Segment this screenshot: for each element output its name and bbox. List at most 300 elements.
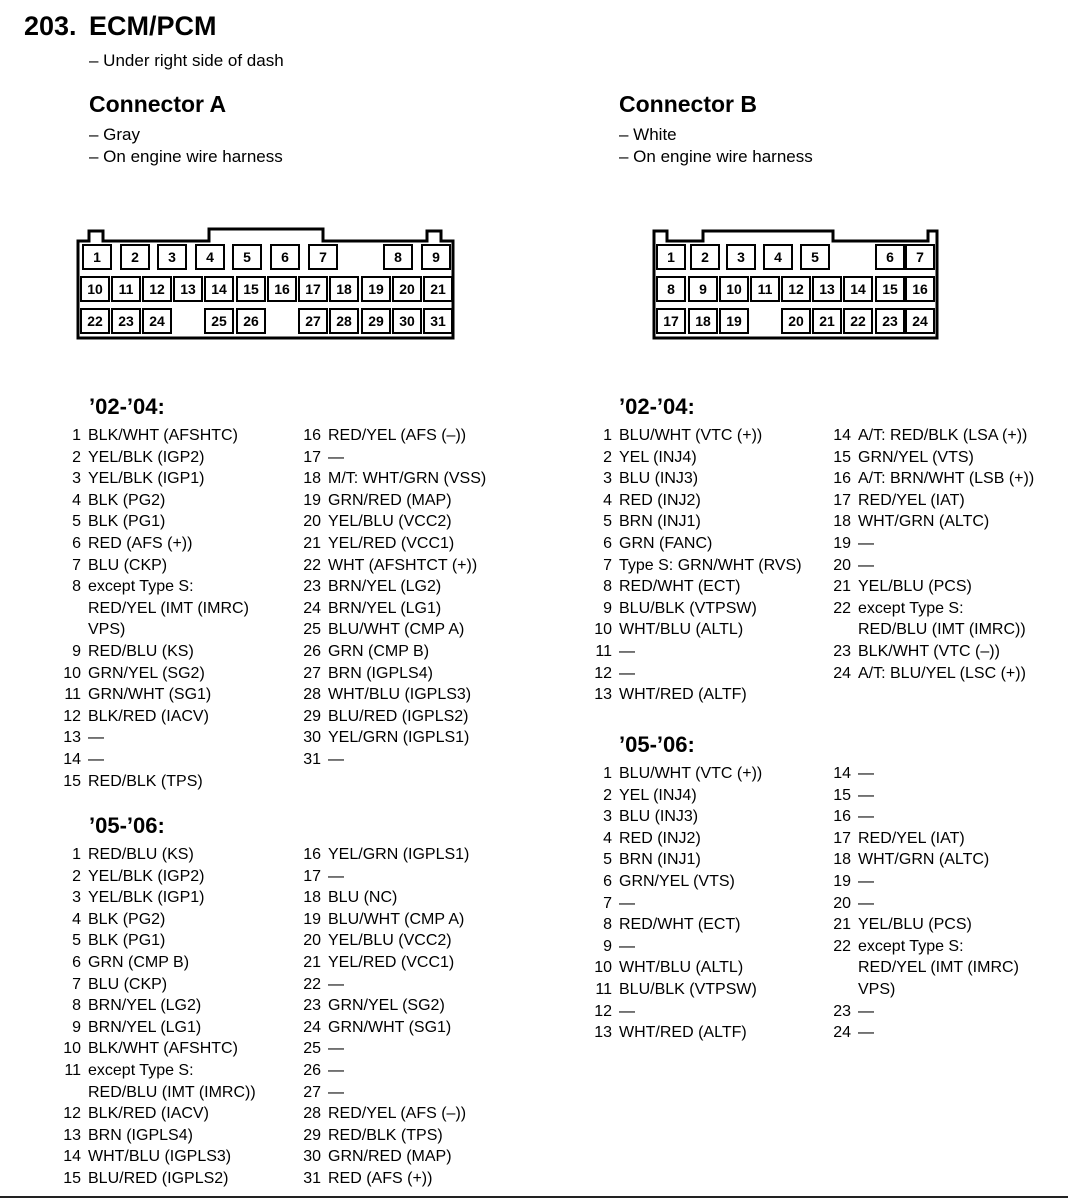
pin-entry — [589, 914, 762, 936]
pin-number: 21 — [833, 916, 851, 934]
pin-description: except Type S: — [88, 1061, 194, 1079]
connector-b-note-harness: – On engine wire harness — [619, 147, 813, 166]
pin-description: — — [858, 1024, 874, 1042]
pin-description: GRN/YEL (VTS) — [858, 448, 974, 466]
pin-description: GRN/RED (MAP) — [328, 1148, 452, 1166]
pin-number: 2 — [72, 448, 81, 466]
pin-number: 23 — [833, 1002, 851, 1020]
pin-number: 6 — [72, 534, 81, 552]
pin-description: — — [328, 867, 344, 885]
pin-description: RED/YEL (AFS (–)) — [328, 1105, 467, 1123]
pin-description: A/T: BLU/YEL (LSC (+)) — [858, 664, 1026, 682]
pin-number: 15 — [833, 786, 851, 804]
pin-description: — — [619, 894, 635, 912]
pin-description: BRN/YEL (LG2) — [328, 578, 442, 596]
pin-entry — [589, 490, 802, 512]
pin-entry — [298, 468, 486, 490]
pin-number: 9 — [72, 1018, 81, 1036]
pin-entry — [589, 555, 802, 577]
pin-number: 14 — [63, 750, 81, 768]
pin-entry — [828, 468, 1034, 490]
connector-a-note-color: – Gray — [89, 125, 141, 144]
pin-description: BLU/RED (IGPLS2) — [88, 1169, 229, 1187]
pin-number: 3 — [603, 808, 612, 826]
pin-number: 10 — [63, 664, 81, 682]
pin-description: — — [619, 642, 635, 660]
pin-description: BRN/YEL (LG1) — [328, 599, 442, 617]
pin-description: RED (AFS (+)) — [328, 1169, 433, 1187]
pin-description: BRN (IGPLS4) — [88, 1126, 193, 1144]
pin-number: 6 — [603, 872, 612, 890]
pin-description: BLK (PG1) — [88, 513, 166, 531]
pin-number: 10 — [594, 621, 612, 639]
pin-description: YEL/BLU (VCC2) — [328, 932, 452, 950]
pin-cavity-label: 3 — [737, 249, 745, 265]
pin-cavity-label: 8 — [394, 249, 402, 265]
pin-number: 11 — [595, 980, 612, 998]
pin-description: BLU/BLK (VTPSW) — [619, 599, 757, 617]
connector-b-0506-pins-left — [589, 763, 762, 1044]
pin-entry — [589, 598, 802, 620]
pin-number: 20 — [833, 556, 851, 574]
pin-number: 8 — [72, 578, 81, 596]
pin-entry — [298, 598, 486, 620]
pin-description: YEL/BLU (PCS) — [858, 916, 972, 934]
pin-entry — [828, 576, 1034, 598]
pin-number: 9 — [603, 937, 612, 955]
pin-description: — — [858, 808, 874, 826]
pin-cavity-label: 4 — [206, 249, 214, 265]
pin-number: 2 — [603, 448, 612, 466]
pin-number: 1 — [603, 427, 612, 444]
pin-entry — [58, 909, 256, 931]
pin-description: — — [858, 872, 874, 890]
pin-number: 31 — [303, 1169, 321, 1187]
pin-entry — [589, 1022, 762, 1044]
pin-cavity-label: 23 — [118, 313, 134, 329]
pin-number: 30 — [303, 1148, 321, 1166]
pin-entry — [58, 1060, 256, 1082]
pin-cavity-label: 22 — [850, 313, 866, 329]
pin-description: WHT/BLU (ALTL) — [619, 621, 744, 639]
pin-description: M/T: WHT/GRN (VSS) — [328, 470, 487, 488]
pin-description: YEL/BLU (VCC2) — [328, 513, 452, 531]
pin-number: 5 — [603, 513, 612, 531]
pin-number: 24 — [303, 1018, 321, 1036]
pin-description: — — [858, 786, 874, 804]
pin-description: BLU (NC) — [328, 889, 398, 907]
pin-entry — [58, 727, 249, 749]
pin-number: 23 — [833, 642, 851, 660]
pin-description: VPS) — [88, 621, 126, 639]
pin-description: — — [619, 937, 635, 955]
connector-b-note-color: – White — [619, 125, 677, 144]
pin-number: 19 — [833, 534, 851, 552]
pin-entry — [828, 828, 1019, 850]
pin-number: 24 — [303, 599, 321, 617]
pin-cavity-label: 12 — [149, 281, 165, 297]
pin-entry — [298, 844, 469, 866]
pin-description: BLU/WHT (VTC (+)) — [619, 765, 763, 782]
pin-description: — — [619, 664, 635, 682]
pin-number: 12 — [63, 707, 81, 725]
pin-description: — — [328, 448, 344, 466]
pin-description: GRN (CMP B) — [328, 642, 430, 660]
pin-description: RED/YEL (IAT) — [858, 491, 965, 509]
pin-cavity-label: 13 — [819, 281, 835, 297]
pin-number: 17 — [833, 491, 851, 509]
pin-entry — [589, 425, 802, 447]
pin-number: 7 — [603, 894, 612, 912]
pin-number: 16 — [833, 470, 851, 488]
pin-entry — [58, 866, 256, 888]
pin-description: RED/BLU (KS) — [88, 846, 194, 863]
pin-number: 9 — [72, 642, 81, 660]
pin-entry — [58, 974, 256, 996]
pin-description: GRN/WHT (SG1) — [328, 1018, 452, 1036]
pin-number: 16 — [833, 808, 851, 826]
pin-number: 9 — [603, 599, 612, 617]
pin-entry — [589, 641, 802, 663]
connector-a-0506-pins-right — [298, 844, 469, 1190]
pin-cavity-label: 14 — [850, 281, 866, 297]
pin-number: 17 — [303, 867, 321, 885]
pin-entry — [828, 598, 1034, 620]
pin-cavity-label: 8 — [667, 281, 675, 297]
pin-description: — — [328, 1083, 344, 1101]
pin-entry — [58, 511, 249, 533]
pin-entry — [298, 974, 469, 996]
pin-description: YEL/BLK (IGP2) — [88, 448, 205, 466]
pin-entry — [298, 684, 486, 706]
pin-cavity-label: 17 — [305, 281, 321, 297]
pin-entry — [828, 871, 1019, 893]
pin-description: Type S: GRN/WHT (RVS) — [619, 556, 802, 574]
pin-entry — [58, 844, 256, 866]
pin-description: YEL/GRN (IGPLS1) — [328, 846, 470, 863]
pin-number: 19 — [303, 491, 321, 509]
pin-cavity-label: 18 — [336, 281, 352, 297]
pin-description: BLU/BLK (VTPSW) — [619, 980, 757, 998]
pin-entry — [589, 533, 802, 555]
pin-number: 12 — [594, 1002, 612, 1020]
pin-entry — [58, 1168, 256, 1190]
pin-description: A/T: BRN/WHT (LSB (+)) — [858, 470, 1035, 488]
pin-number: 19 — [833, 872, 851, 890]
pin-cavity-label: 14 — [211, 281, 227, 297]
pin-description: BLK (PG1) — [88, 932, 166, 950]
pin-description: RED/WHT (ECT) — [619, 916, 741, 934]
pin-cavity-label: 16 — [912, 281, 928, 297]
pin-number: 27 — [303, 1083, 321, 1101]
pin-number: 20 — [303, 513, 321, 531]
pin-entry — [828, 1022, 1019, 1044]
pin-entry — [589, 619, 802, 641]
pin-number: 5 — [603, 851, 612, 869]
pin-entry — [58, 1103, 256, 1125]
pin-entry — [589, 447, 802, 469]
pin-number: 28 — [303, 686, 321, 704]
pin-entry — [589, 511, 802, 533]
pin-entry — [298, 1060, 469, 1082]
pin-description: RED/BLK (TPS) — [88, 772, 203, 790]
pin-entry — [298, 619, 486, 641]
pin-description: WHT/GRN (ALTC) — [858, 851, 990, 869]
pin-cavity-label: 1 — [667, 249, 675, 265]
pin-entry — [298, 663, 486, 685]
pin-entry — [589, 871, 762, 893]
pin-number: 21 — [303, 534, 321, 552]
pin-description: GRN/YEL (SG2) — [88, 664, 205, 682]
pin-cavity-label: 9 — [699, 281, 707, 297]
pin-description: GRN/YEL (VTS) — [619, 872, 735, 890]
pin-description: except Type S: — [88, 578, 194, 596]
connector-a-0506-heading: ’05-’06: — [89, 813, 165, 838]
pin-description: — — [88, 729, 104, 747]
pin-cavity-label: 7 — [916, 249, 924, 265]
connector-a-0506-pins-left — [58, 844, 256, 1190]
pin-number: 14 — [833, 427, 851, 444]
pin-number: 7 — [72, 975, 81, 993]
pin-number: 2 — [72, 867, 81, 885]
connector-a-note-harness: – On engine wire harness — [89, 147, 283, 166]
pin-entry — [589, 763, 762, 785]
pin-number: 1 — [603, 765, 612, 782]
pin-number: 7 — [603, 556, 612, 574]
pin-entry — [298, 641, 486, 663]
pin-description: RED (INJ2) — [619, 491, 701, 509]
pin-entry — [58, 995, 256, 1017]
pin-entry — [58, 447, 249, 469]
pin-description: RED/BLU (IMT (IMRC)) — [88, 1083, 256, 1101]
pin-number: 27 — [303, 664, 321, 682]
pin-description: RED (INJ2) — [619, 829, 701, 847]
pin-entry — [828, 763, 1019, 785]
pin-number: 2 — [603, 786, 612, 804]
pin-cavity-label: 20 — [399, 281, 415, 297]
pin-description: RED/BLU (IMT (IMRC)) — [858, 621, 1026, 639]
pin-entry — [298, 1168, 469, 1190]
connector-b-0506-heading: ’05-’06: — [619, 732, 695, 757]
pin-number: 3 — [72, 889, 81, 907]
pin-cavity-label: 28 — [336, 313, 352, 329]
pin-entry — [828, 849, 1019, 871]
pin-description: — — [858, 534, 874, 552]
pin-description: WHT/BLU (IGPLS3) — [88, 1148, 232, 1166]
pin-entry — [58, 598, 249, 620]
pin-entry — [58, 887, 256, 909]
pin-entry — [589, 663, 802, 685]
pin-cavity-label: 23 — [882, 313, 898, 329]
pin-cavity-label: 13 — [180, 281, 196, 297]
pin-description: YEL/BLK (IGP1) — [88, 470, 205, 488]
pin-description: WHT/BLU (IGPLS3) — [328, 686, 472, 704]
pin-entry — [58, 533, 249, 555]
pin-cavity-label: 6 — [886, 249, 894, 265]
pin-description: YEL (INJ4) — [619, 448, 697, 466]
pin-number: 22 — [303, 556, 321, 574]
pin-entry — [589, 785, 762, 807]
pin-number: 7 — [72, 556, 81, 574]
pin-number: 6 — [72, 953, 81, 971]
connector-a-0204-pins-right — [298, 425, 486, 771]
pin-entry — [589, 576, 802, 598]
pin-entry — [298, 749, 486, 771]
pin-number: 24 — [833, 1024, 851, 1042]
pin-description: BLU/WHT (CMP A) — [328, 621, 465, 639]
pin-number: 8 — [603, 916, 612, 934]
pin-number: 26 — [303, 1061, 321, 1079]
pin-number: 3 — [72, 470, 81, 488]
pin-entry — [298, 1125, 469, 1147]
pin-description: YEL/RED (VCC1) — [328, 534, 455, 552]
pin-description: BLK/WHT (AFSHTC) — [88, 427, 238, 444]
pin-number: 15 — [63, 1169, 81, 1187]
pin-description: BRN/YEL (LG2) — [88, 997, 202, 1015]
pin-entry — [828, 490, 1034, 512]
pin-entry — [589, 893, 762, 915]
pin-description: BLK/RED (IACV) — [88, 1105, 209, 1123]
pin-description: BRN (INJ1) — [619, 851, 701, 869]
pin-number: 5 — [72, 932, 81, 950]
pin-entry — [298, 447, 486, 469]
pin-cavity-label: 11 — [118, 281, 134, 297]
pin-number: 4 — [72, 491, 81, 509]
pin-entry — [298, 425, 486, 447]
pin-number: 13 — [63, 1126, 81, 1144]
pin-description: RED/YEL (AFS (–)) — [328, 427, 467, 444]
pin-entry — [828, 914, 1019, 936]
connector-b-0204-heading: ’02-’04: — [619, 394, 695, 419]
pin-description: YEL/BLK (IGP2) — [88, 867, 205, 885]
pin-entry — [589, 849, 762, 871]
pin-description: RED (AFS (+)) — [88, 534, 193, 552]
pin-cavity-label: 16 — [274, 281, 290, 297]
pin-cavity-label: 17 — [663, 313, 679, 329]
pin-entry — [58, 771, 249, 793]
pin-entry — [298, 887, 469, 909]
pin-description: RED/WHT (ECT) — [619, 578, 741, 596]
pin-number: 16 — [303, 846, 321, 863]
pin-number: 10 — [63, 1040, 81, 1058]
pin-entry — [298, 511, 486, 533]
pin-entry — [589, 806, 762, 828]
pin-description: except Type S: — [858, 937, 964, 955]
pin-cavity-label: 24 — [912, 313, 928, 329]
pin-number: 17 — [303, 448, 321, 466]
pin-entry — [828, 1001, 1019, 1023]
pin-entry — [298, 1082, 469, 1104]
pin-entry — [58, 619, 249, 641]
pin-number: 18 — [303, 470, 321, 488]
pin-cavity-label: 1 — [93, 249, 101, 265]
pin-number: 15 — [63, 772, 81, 790]
pin-entry — [589, 1001, 762, 1023]
pin-description: WHT/GRN (ALTC) — [858, 513, 990, 531]
pin-entry — [828, 555, 1034, 577]
page-title: ECM/PCM — [89, 11, 217, 41]
pin-description: BLU/WHT (CMP A) — [328, 910, 465, 928]
pin-entry — [589, 684, 802, 706]
pin-number: 26 — [303, 642, 321, 660]
pin-entry — [298, 909, 469, 931]
pin-description: RED/BLK (TPS) — [328, 1126, 443, 1144]
pin-number: 4 — [603, 829, 612, 847]
pin-description: GRN/RED (MAP) — [328, 491, 452, 509]
pin-cavity-label: 7 — [319, 249, 327, 265]
pin-number: 17 — [833, 829, 851, 847]
pin-number: 14 — [63, 1148, 81, 1166]
pin-number: 5 — [72, 513, 81, 531]
pin-number: 8 — [72, 997, 81, 1015]
pin-description: YEL/RED (VCC1) — [328, 953, 455, 971]
connector-b-0506-pins-right — [828, 763, 1019, 1044]
pin-entry — [298, 995, 469, 1017]
pin-cavity-label: 21 — [430, 281, 446, 297]
pin-number: 18 — [833, 513, 851, 531]
pin-description: BLU (CKP) — [88, 975, 168, 993]
pin-description: BRN (INJ1) — [619, 513, 701, 531]
pin-description: GRN (CMP B) — [88, 953, 190, 971]
pin-entry — [298, 576, 486, 598]
pin-cavity-label: 18 — [695, 313, 711, 329]
pin-description: BRN/YEL (LG1) — [88, 1018, 202, 1036]
pin-cavity-label: 11 — [757, 281, 773, 297]
pin-cavity-label: 10 — [726, 281, 742, 297]
pin-cavity-label: 6 — [281, 249, 289, 265]
pin-description: GRN (FANC) — [619, 534, 713, 552]
pin-number: 8 — [603, 578, 612, 596]
pin-entry — [58, 490, 249, 512]
pin-entry — [828, 425, 1034, 447]
pin-entry — [58, 1017, 256, 1039]
pin-description: BLK/WHT (AFSHTC) — [88, 1040, 238, 1058]
pin-entry — [298, 1103, 469, 1125]
pin-entry — [58, 1082, 256, 1104]
section-number: 203. — [24, 11, 77, 41]
pin-description: RED/BLU (KS) — [88, 642, 194, 660]
pin-description: RED/YEL (IAT) — [858, 829, 965, 847]
pin-description: YEL (INJ4) — [619, 786, 697, 804]
pin-description: BLU (CKP) — [88, 556, 168, 574]
pin-cavity-label: 25 — [211, 313, 227, 329]
pin-description: — — [328, 1061, 344, 1079]
pin-entry — [828, 806, 1019, 828]
pin-description: except Type S: — [858, 599, 964, 617]
pin-number: 10 — [594, 959, 612, 977]
pin-description: — — [858, 1002, 874, 1020]
pin-cavity-label: 5 — [811, 249, 819, 265]
pin-cavity-label: 19 — [368, 281, 384, 297]
pin-cavity-label: 20 — [788, 313, 804, 329]
pin-entry — [58, 952, 256, 974]
pin-number: 23 — [303, 997, 321, 1015]
pin-cavity-label: 2 — [131, 249, 139, 265]
pin-number: 20 — [303, 932, 321, 950]
pin-entry — [298, 1017, 469, 1039]
pin-number: 24 — [833, 664, 851, 682]
pin-entry — [298, 952, 469, 974]
pin-description: YEL/BLK (IGP1) — [88, 889, 205, 907]
pin-cavity-label: 24 — [149, 313, 165, 329]
pin-entry — [589, 957, 762, 979]
pin-cavity-label: 3 — [168, 249, 176, 265]
pin-number: 21 — [303, 953, 321, 971]
pin-entry — [828, 785, 1019, 807]
pin-description: BLK (PG2) — [88, 491, 166, 509]
pin-number: 13 — [63, 729, 81, 747]
pin-number: 13 — [594, 686, 612, 704]
